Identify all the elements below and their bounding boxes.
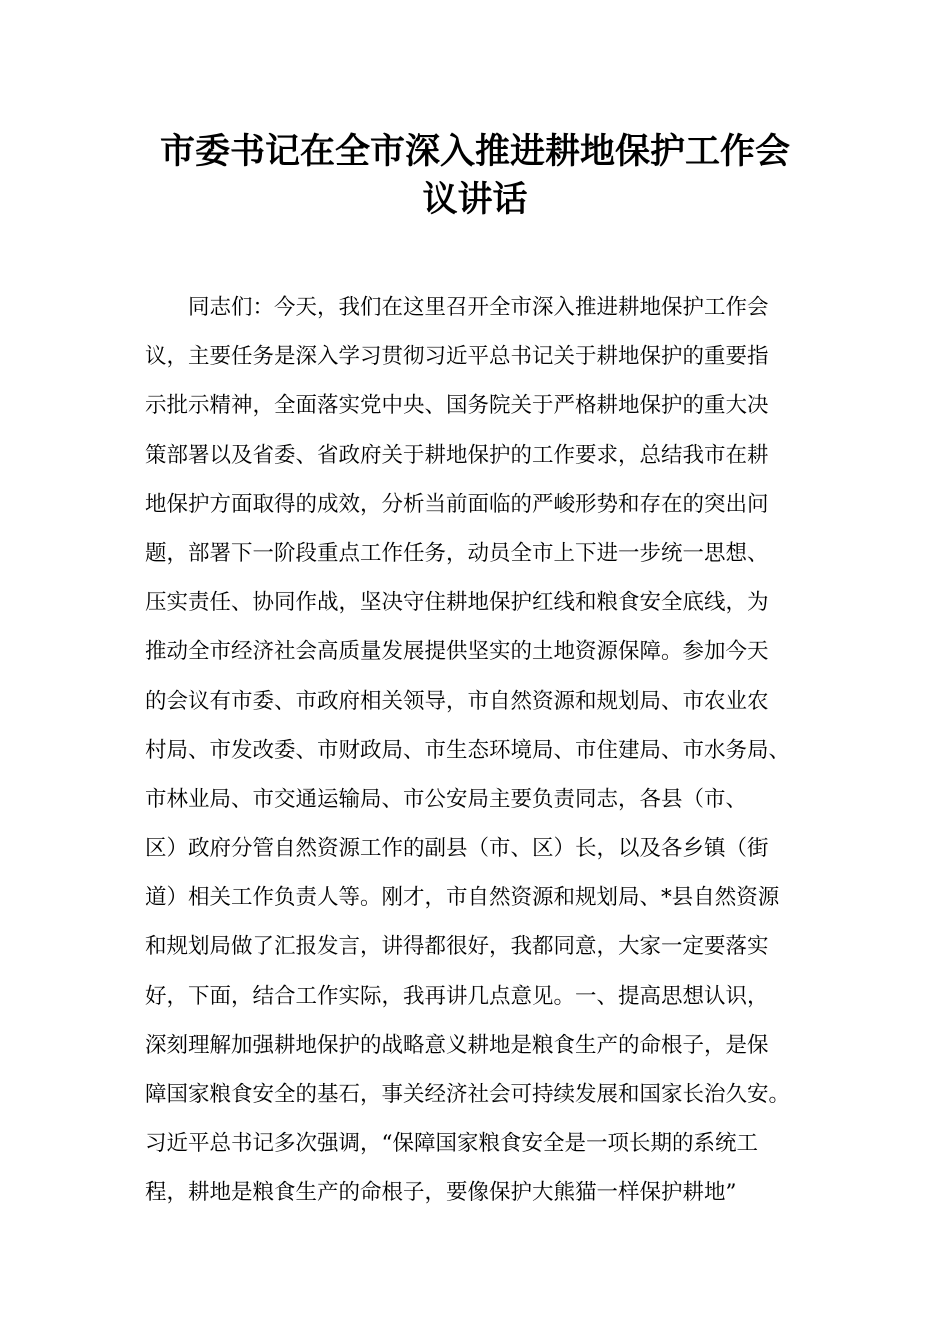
body-line: 同志们：今天，我们在这里召开全市深入推进耕地保护工作会 <box>145 295 769 320</box>
body-line: 示批示精神，全面落实党中央、国务院关于严格耕地保护的重大决 <box>145 393 769 419</box>
body-line: 策部署以及省委、省政府关于耕地保护的工作要求，总结我市在耕 <box>145 442 769 468</box>
body-line: 深刻理解加强耕地保护的战略意义耕地是粮食生产的命根子，是保 <box>145 1032 769 1058</box>
body-line: 议，主要任务是深入学习贯彻习近平总书记关于耕地保护的重要指 <box>145 344 769 370</box>
body-line: 习近平总书记多次强调，“保障国家粮食安全是一项长期的系统工 <box>145 1131 758 1157</box>
body-line: 区）政府分管自然资源工作的副县（市、区）长，以及各乡镇（街 <box>145 836 769 862</box>
body-line: 市林业局、市交通运输局、市公安局主要负责同志，各县（市、 <box>145 786 748 812</box>
body-line: 的会议有市委、市政府相关领导，市自然资源和规划局、市农业农 <box>145 688 769 714</box>
body-line: 程，耕地是粮食生产的命根子，要像保护大熊猫一样保护耕地” <box>145 1180 737 1206</box>
title-line: 市委书记在全市深入推进耕地保护工作会 <box>159 131 790 172</box>
body-line: 好，下面，结合工作实际，我再讲几点意见。一、提高思想认识， <box>145 983 769 1009</box>
title-line: 议讲话 <box>422 179 528 220</box>
body-line: 和规划局做了汇报发言，讲得都很好，我都同意，大家一定要落实 <box>145 934 769 960</box>
body-line: 地保护方面取得的成效，分析当前面临的严峻形势和存在的突出问 <box>145 491 769 517</box>
body-line: 障国家粮食安全的基石，事关经济社会可持续发展和国家长治久安。 <box>145 1082 791 1107</box>
body-line: 压实责任、协同作战，坚决守住耕地保护红线和粮食安全底线，为 <box>145 590 769 616</box>
body-line: 道）相关工作负责人等。刚才，市自然资源和规划局、*县自然资源 <box>145 885 780 911</box>
body-line: 题，部署下一阶段重点工作任务，动员全市上下进一步统一思想、 <box>145 540 769 566</box>
body-line: 推动全市经济社会高质量发展提供坚实的土地资源保障。参加今天 <box>145 639 769 665</box>
body-paragraph <box>145 283 835 1218</box>
document-title <box>130 128 820 224</box>
body-line: 村局、市发改委、市财政局、市生态环境局、市住建局、市水务局、 <box>145 737 791 763</box>
